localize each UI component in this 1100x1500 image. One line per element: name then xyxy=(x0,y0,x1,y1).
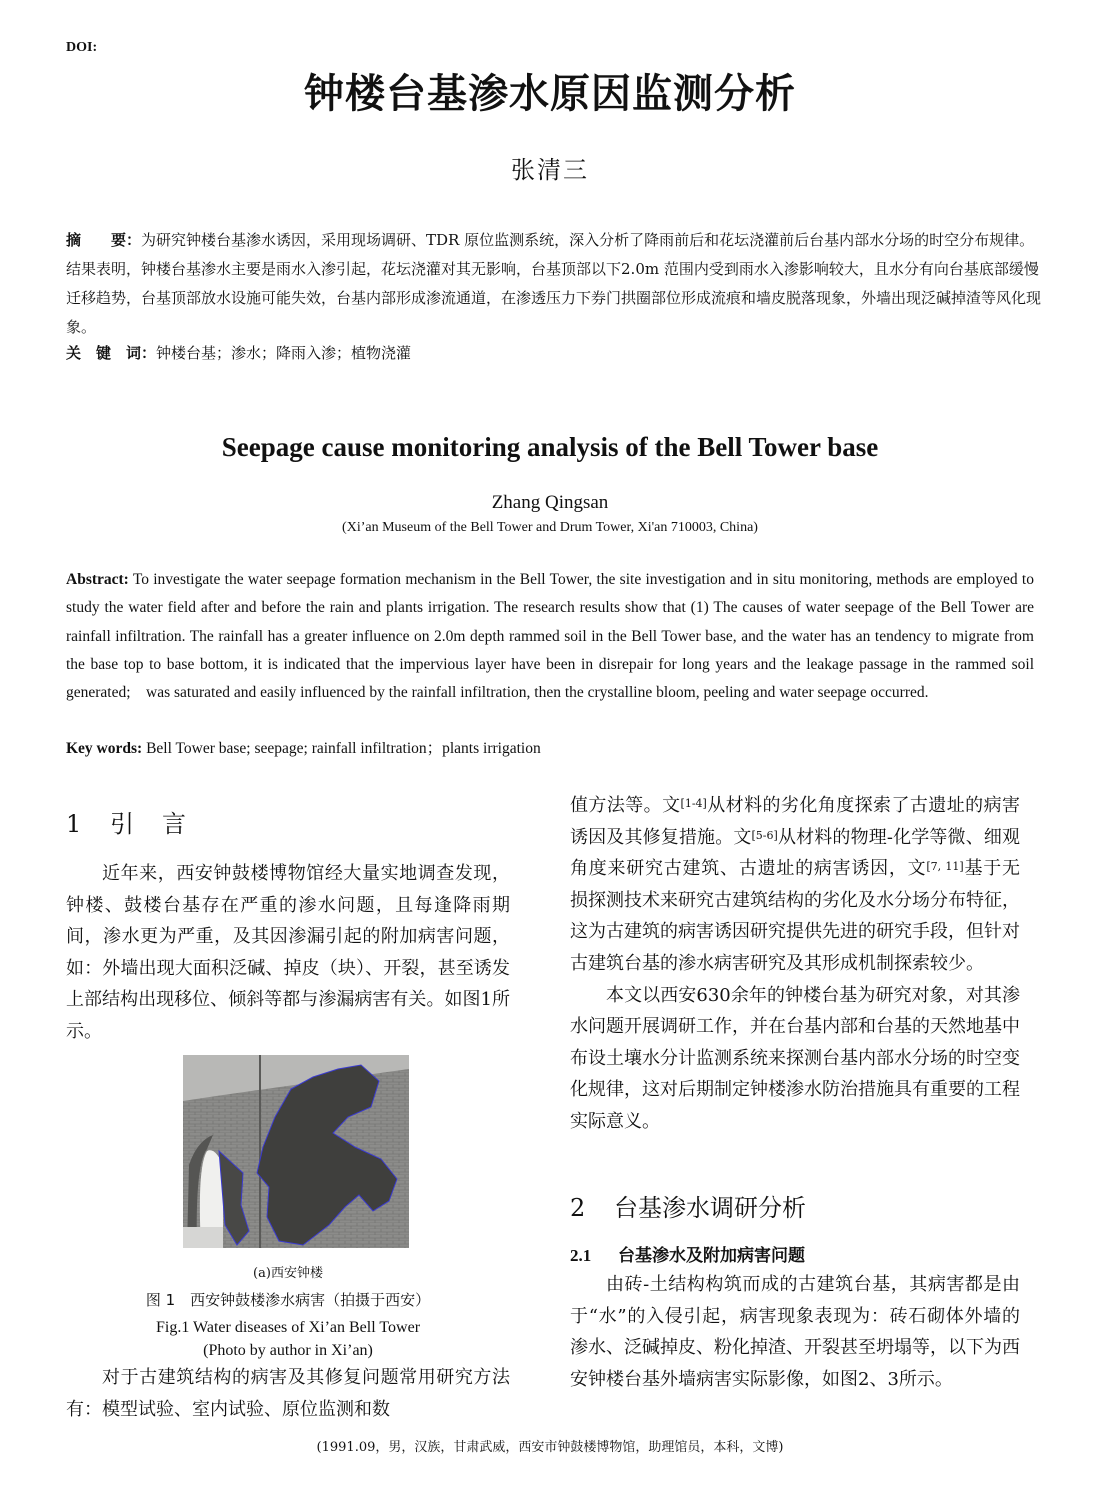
intro-paragraph-2 xyxy=(66,1362,510,1425)
section-2-number: 2 xyxy=(570,1194,586,1222)
abstract-cn-label: 摘 要： xyxy=(66,231,142,249)
figure-1-caption-en-line1: Fig.1 Water diseases of Xi’an Bell Tower xyxy=(155,1319,421,1336)
subsection-2-1-number: 2.1 xyxy=(570,1246,592,1265)
subsection-2-1-heading xyxy=(570,1241,805,1266)
section-1-title-b: 言 xyxy=(162,810,186,838)
intro-para-3-part-b: 从材料的劣化角度探索了古遗址的病害诱因及其修复措施。文 xyxy=(570,795,1020,848)
figure-1-subcaption: (a)西安钟楼 xyxy=(253,1266,323,1281)
affiliation-en: (Xi’an Museum of the Bell Tower and Drum Tower, Xi'an 710003, China) xyxy=(342,520,758,535)
author-cn: 张清三 xyxy=(511,156,589,184)
author-en: Zhang Qingsan xyxy=(491,492,609,513)
citation-ref-1-4: [1-4] xyxy=(680,797,707,810)
doi-label: DOI: xyxy=(66,40,98,55)
section-2-title: 台基渗水调研分析 xyxy=(614,1194,806,1222)
paper-title-en: Seepage cause monitoring analysis of the Bell Tower base xyxy=(221,432,879,462)
citation-ref-5-6: [5-6] xyxy=(751,828,778,842)
section-1-number: 1 xyxy=(66,810,82,838)
intro-paragraph-3 xyxy=(570,790,1020,1138)
section-1-heading xyxy=(66,804,186,839)
bell-tower-photo xyxy=(183,1055,409,1248)
keywords-cn xyxy=(66,340,1041,366)
subsection-2-1-title: 台基渗水及附加病害问题 xyxy=(618,1246,805,1266)
intro-para-1-text: 近年来，西安钟鼓楼博物馆经大量实地调查发现，钟楼、鼓楼台基存在严重的渗水问题，且每逢降雨期间，渗水更为严重，及其因渗漏引起的附加病害问题，如：外墙出现大面积泛碱、掉皮（块）、开裂，甚至诱发上部结构出现移位、倾斜等都与渗漏病害有关。如图1所示。 xyxy=(66,863,510,1042)
abstract-cn xyxy=(66,226,1041,342)
section-2-heading xyxy=(570,1188,806,1223)
section-1-title-a: 引 xyxy=(110,810,162,838)
keywords-cn-label: 关 键 词： xyxy=(66,344,157,362)
intro-para-3-part-c: 从材料的物理-化学等微、细观角度来研究古建筑、古遗址的病害诱因，文 xyxy=(570,826,1020,880)
abstract-en-text: To investigate the water seepage formation mechanism in the Bell Tower, the site investigation and in situ monitoring, methods are employed to study the water field after and before the rain and plants irrigation. The research results show that (1) The causes of water seepage of the Bell Tower are rainfall infiltration. The rainfall has a greater influence on 2.0m depth rammed soil in the Bell Tower base, and the water has an tendency to migrate from the base top to base bottom, it is indicated that the impervious layer have been in disrepair for long years and the leakage passage in the rammed soil generated; was saturated and easily influenced by the rainfall infiltration, then the crystalline bloom, peeling and water seepage occurred. xyxy=(66,571,1034,702)
paper-title-cn: 钟楼台基渗水原因监测分析 xyxy=(304,71,796,117)
intro-para-4-text: 本文以西安630余年的钟楼台基为研究对象，对其渗水问题开展调研工作，并在台基内部和台基的天然地基中布设土壤水分计监测系统来探测台基内部水分场的时空变化规律，这对后期制定钟楼渗水防治措施具有重要的工程实际意义。 xyxy=(570,984,1020,1132)
bell-tower-wall-illustration xyxy=(183,1055,409,1248)
keywords-cn-text: 钟楼台基；渗水；降雨入渗；植物浇灌 xyxy=(156,344,412,362)
abstract-cn-text: 为研究钟楼台基渗水诱因，采用现场调研、TDR 原位监测系统，深入分析了降雨前后和花坛浇灌前后台基内部水分场的时空分布规律。结果表明，钟楼台基渗水主要是雨水入渗引起，花坛浇灌对其无影响，台基顶部以下2.0m 范围内受到雨水入渗影响较大，且水分有向台基底部缓慢迁移趋势，台基顶部放水设施可能失效，台基内部形成渗流通道，在渗透压力下券门拱圈部位形成流痕和墙皮脱落现象，外墙出现泛碱掉渣等风化现象。 xyxy=(66,231,1042,336)
keywords-en xyxy=(66,736,1034,762)
keywords-en-text: Bell Tower base; seepage; rainfall infiltration；plants irrigation xyxy=(142,740,541,757)
intro-para-3-text xyxy=(570,790,1020,980)
intro-para-3-part-a: 值方法等。文 xyxy=(570,795,681,816)
author-footnote: (1991.09，男，汉族，甘肃武威，西安市钟鼓楼博物馆，助理馆员，本科，文博) xyxy=(316,1440,784,1455)
citation-ref-7-11: [7, 11] xyxy=(926,860,964,874)
abstract-en-label: Abstract: xyxy=(66,571,129,588)
figure-1-caption-en-line2: (Photo by author in Xi’an) xyxy=(203,1342,373,1359)
keywords-en-label: Key words: xyxy=(66,740,143,757)
section-2-para-1-text: 由砖-土结构构筑而成的古建筑台基，其病害都是由于“水”的入侵引起，病害现象表现为：砖石砌体外墙的渗水、泛碱掉皮、粉化掉渣、开裂甚至坍塌等，以下为西安钟楼台基外墙病害实际影像，如图2、3所示。 xyxy=(570,1274,1020,1390)
abstract-en xyxy=(66,566,1034,707)
intro-paragraph-1 xyxy=(66,858,510,1048)
figure-1-caption-en xyxy=(66,1316,510,1362)
intro-para-2-text: 对于古建筑结构的病害及其修复问题常用研究方法有：模型试验、室内试验、原位监测和数 xyxy=(66,1367,510,1420)
section-2-paragraph-1 xyxy=(570,1269,1020,1395)
intro-para-3-part-d: 基于无损探测技术来研究古建筑结构的劣化及水分场分布特征，这为古建筑的病害诱因研究提供先进的研究手段，但针对古建筑台基的渗水病害研究及其形成机制探索较少。 xyxy=(570,858,1021,974)
figure-1-caption-cn: 图 1 西安钟鼓楼渗水病害（拍摄于西安） xyxy=(145,1291,431,1309)
